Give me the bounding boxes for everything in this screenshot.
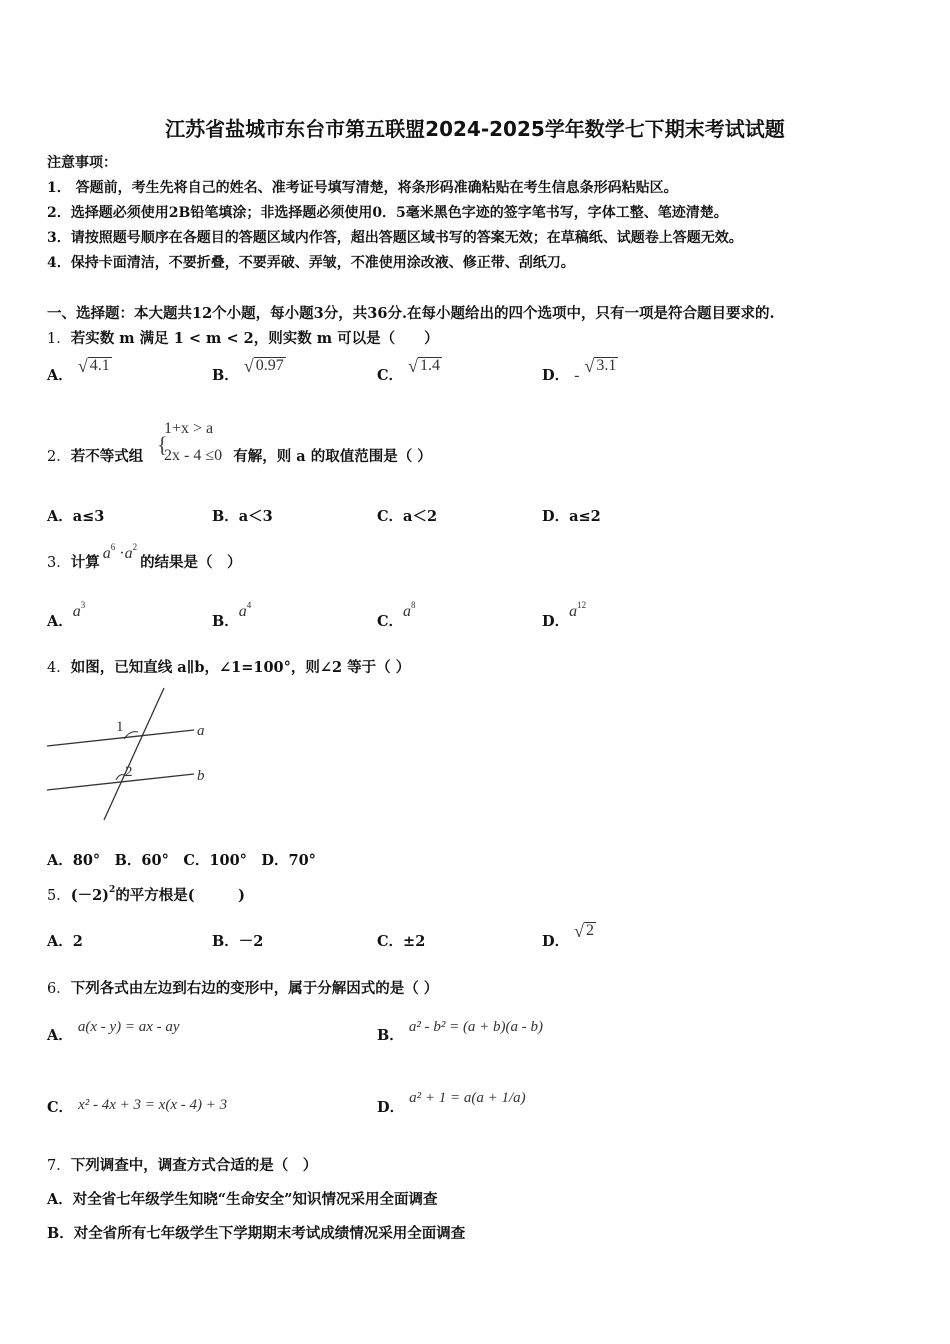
option-label: A． [47,1027,73,1044]
option-formula: a² + 1 = a(a + 1/a) [409,1090,526,1106]
q7-option-b [47,1222,465,1243]
q4-options: A．80° B．60° C．100° D．70° [47,852,316,869]
radicand: 3.1 [596,357,617,375]
angle-1-label: 1 [116,719,124,735]
option-label: B． [212,508,239,525]
option-formula: a(x - y) = ax - ay [77,1019,180,1035]
question-text: 如图，已知直线 a∥b，∠1=100°，则∠2 等于（ ） [70,659,411,676]
q5-option-a [47,930,83,951]
option-label: C． [377,508,404,525]
option-text: a≤2 [569,508,601,525]
q3-option-d [542,600,587,631]
option-label: C． [377,933,404,950]
q5-option-c [377,930,425,951]
option-text: a≤3 [72,508,105,525]
option-label: A． [47,613,73,630]
sqrt-expression: √ 2 [574,921,595,941]
option-label: C． [377,367,404,384]
option-label: A． [47,1191,73,1208]
radicand: 0.97 [255,357,284,375]
q3-option-a [47,600,86,631]
option-text: 对全省所有七年级学生下学期期末考试成绩情况采用全面调查 [73,1225,466,1242]
q7-option-a [47,1188,437,1209]
q6-option-d [377,1090,526,1117]
exponent: 6 [110,542,116,552]
question-4 [47,656,410,677]
line-b [47,774,194,790]
question-number: 2． [47,449,71,465]
question-5 [47,884,245,905]
q1-option-a [47,356,112,385]
question-number: 3． [47,555,71,571]
option-label: A． [47,933,73,950]
radicand: 4.1 [89,357,110,375]
note-item: 2．选择题必须使用2B铅笔填涂；非选择题必须使用0．5毫米黑色字迹的签字笔书写，字体工整、笔迹清楚。 [47,205,728,221]
radicand: 2 [586,922,595,940]
q5-option-b [212,930,263,951]
transversal-line [104,688,164,820]
question-number: 7． [47,1158,71,1174]
sqrt-expression: √ 1.4 [408,356,440,376]
question-text-pre: 若不等式组 [70,448,144,465]
base: a [238,603,247,620]
note-item: 1． 答题前，考生先将自己的姓名、准考证号填写清楚，将条形码准确粘贴在考生信息条形码粘贴区。 [47,180,678,196]
q2-option-d [542,505,601,526]
question-text-post: 的平方根是( ) [115,887,246,904]
option-formula: x² - 4x + 3 = x(x - 4) + 3 [78,1097,228,1113]
sqrt-expression: √ 0.97 [243,356,284,376]
q5-option-d [542,921,596,951]
question-text-post: 有解，则 a 的取值范围是（ ） [233,448,432,465]
question-text: 下列各式由左边到右边的变形中，属于分解因式的是（ ） [70,980,439,997]
exponent: 3 [80,600,86,610]
question-7 [47,1154,317,1175]
option-label: B． [47,1225,74,1242]
question-text-pre: (－2) [70,887,110,904]
question-number: 4． [47,660,71,676]
option-text: 对全省七年级学生知晓“生命安全”知识情况采用全面调查 [72,1191,438,1208]
q6-option-a [47,1019,180,1045]
system-brace: { [157,432,168,457]
question-1 [47,327,439,348]
base: a [102,545,111,562]
radicand: 1.4 [420,357,440,375]
line-a-label: a [197,723,205,739]
option-label: A． [47,508,73,525]
option-label: B． [212,613,239,630]
question-number: 6． [47,981,71,997]
minus-sign: - [574,367,580,384]
question-number: 1． [47,331,71,347]
option-label: D． [542,613,570,630]
q1-option-c [377,356,442,385]
power-expression [238,600,252,620]
option-label: B． [212,367,239,384]
option-text: 2 [72,933,83,950]
angle-2-label: 2 [125,764,133,780]
exponent: 8 [411,600,416,610]
option-text: a＜2 [403,508,438,525]
inequality-line-1: 1+x > a [164,420,214,437]
page-title: 江苏省盐城市东台市第五联盟2024-2025学年数学七下期末考试试题 [165,117,785,141]
question-2 [47,445,432,466]
option-label: D． [377,1099,405,1116]
sqrt-expression: √ 3.1 [584,356,617,376]
sqrt-expression: √ 4.1 [77,356,110,376]
power-expression [72,600,86,620]
dot-operator: · [119,545,125,562]
power-expression [403,600,416,620]
option-text: －2 [238,933,264,950]
power-expression [569,600,587,620]
q1-option-d [542,356,618,385]
option-label: B． [377,1027,404,1044]
parallel-lines-figure [44,684,214,824]
base: a [569,603,578,620]
question-text-pre: 计算 [70,554,100,571]
question-3 [47,542,242,572]
note-item: 3．请按照题号顺序在各题目的答题区域内作答，超出答题区域书写的答案无效；在草稿纸、试题卷上答题无效。 [47,230,743,246]
note-item: 4．保持卡面清洁，不要折叠，不要弄破、弄皱，不准使用涂改液、修正带、刮纸刀。 [47,255,575,271]
question-number: 5． [47,888,71,904]
option-text: a＜3 [238,508,273,525]
option-label: C． [47,1099,74,1116]
question-6 [47,977,438,998]
line-b-label: b [197,768,205,784]
option-label: C． [377,613,404,630]
notes-heading: 注意事项： [47,155,117,171]
question-text: 若实数 m 满足 1 < m < 2，则实数 m 可以是（ ） [70,330,439,347]
q2-option-a [47,505,104,526]
option-label: B． [212,933,239,950]
question-text-post: 的结果是（ ） [140,554,242,571]
question-text: 下列调查中，调查方式合适的是（ ） [70,1157,318,1174]
option-label: D． [542,508,570,525]
exponent: 2 [109,885,116,895]
power-expression [102,542,138,562]
base: a [124,545,133,562]
base: a [72,603,81,620]
exponent: 4 [246,600,252,610]
option-label: D． [542,933,570,950]
base: a [403,603,412,620]
option-label: A． [47,367,73,384]
option-text: ±2 [403,933,426,950]
q6-option-c [47,1096,227,1117]
section-heading: 一、选择题：本大题共12个小题，每小题3分，共36分.在每小题给出的四个选项中，只有一项是符合题目要求的. [47,305,775,322]
q1-option-b [212,356,286,385]
inequality-line-2: 2x - 4 ≤0 [164,447,223,464]
q3-option-c [377,600,416,631]
q2-option-b [212,505,273,526]
exponent: 2 [132,542,138,552]
q6-option-b [377,1019,544,1045]
exponent: 12 [577,600,587,610]
q2-option-c [377,505,437,526]
option-formula: a² - b² = (a + b)(a - b) [408,1019,544,1035]
q3-option-b [212,600,252,631]
option-label: D． [542,367,570,384]
